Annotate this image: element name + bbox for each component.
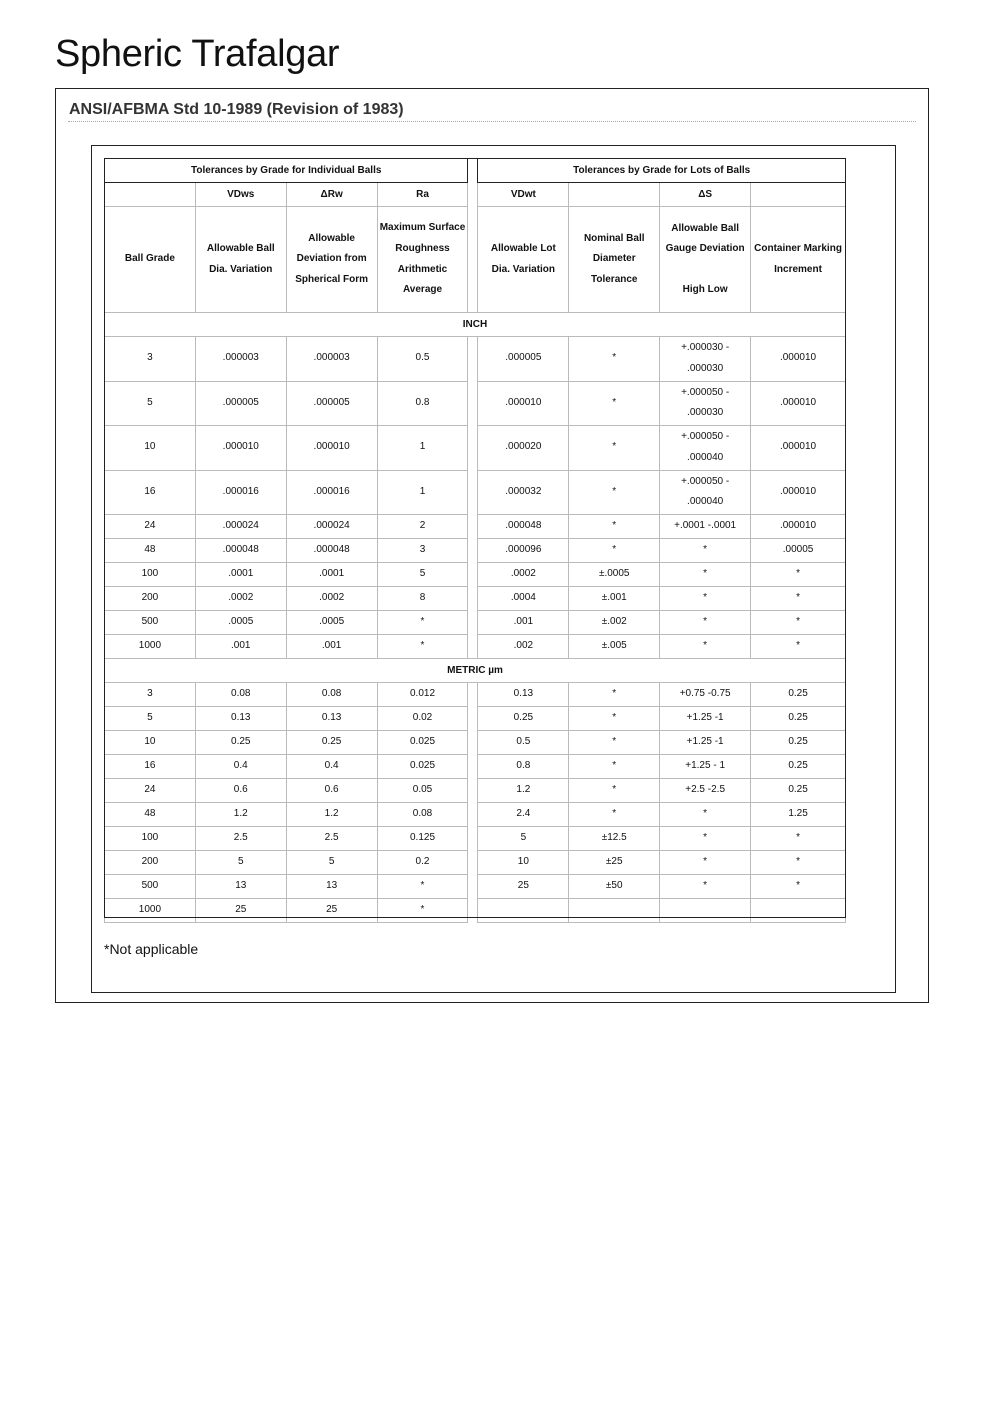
table-row — [105, 779, 846, 803]
cell-ds: * — [660, 587, 751, 611]
cell-container: 1.25 — [751, 803, 846, 827]
cell-vdws: .0005 — [195, 611, 286, 635]
symbol-container — [751, 183, 846, 207]
cell-drw: .000003 — [286, 337, 377, 382]
cell-ball-grade: 500 — [105, 611, 196, 635]
cell-ra: 0.02 — [377, 707, 468, 731]
header-nominal: Nominal Ball Diameter Tolerance — [569, 207, 660, 313]
cell-vdwt: .000032 — [478, 470, 569, 515]
cell-vdws: .000005 — [195, 381, 286, 426]
cell-ds: +1.25 -1 — [660, 707, 751, 731]
cell-ball-grade: 100 — [105, 827, 196, 851]
cell-ds: * — [660, 563, 751, 587]
cell-ds: * — [660, 803, 751, 827]
cell-ball-grade: 100 — [105, 563, 196, 587]
table-row — [105, 381, 846, 426]
cell-nominal: * — [569, 515, 660, 539]
header-ra: Maximum Surface Roughness Arithmetic Average — [377, 207, 468, 313]
table-row — [105, 755, 846, 779]
cell-vdwt: .001 — [478, 611, 569, 635]
table-row — [105, 875, 846, 899]
symbol-ds: ΔS — [660, 183, 751, 207]
cell-ball-grade: 48 — [105, 539, 196, 563]
cell-ds: +0.75 -0.75 — [660, 683, 751, 707]
group-header-lots: Tolerances by Grade for Lots of Balls — [478, 159, 846, 183]
cell-ball-grade: 5 — [105, 707, 196, 731]
symbol-vdwt: VDwt — [478, 183, 569, 207]
column-gap — [468, 159, 478, 183]
cell-drw: .000024 — [286, 515, 377, 539]
cell-ds: * — [660, 539, 751, 563]
cell-container: .000010 — [751, 381, 846, 426]
table-row — [105, 683, 846, 707]
cell-vdwt: .000005 — [478, 337, 569, 382]
cell-vdwt: 0.13 — [478, 683, 569, 707]
cell-container: * — [751, 851, 846, 875]
cell-ds: +2.5 -2.5 — [660, 779, 751, 803]
cell-vdws: .001 — [195, 635, 286, 659]
cell-drw: .000016 — [286, 470, 377, 515]
cell-vdws: .000010 — [195, 426, 286, 471]
cell-vdwt: .0002 — [478, 563, 569, 587]
cell-vdws: 0.13 — [195, 707, 286, 731]
cell-ball-grade: 24 — [105, 515, 196, 539]
cell-ds — [660, 899, 751, 923]
cell-ra: 0.8 — [377, 381, 468, 426]
cell-container: 0.25 — [751, 755, 846, 779]
section-inch-label: INCH — [105, 313, 846, 337]
cell-container: * — [751, 587, 846, 611]
cell-container: .000010 — [751, 515, 846, 539]
column-gap — [468, 875, 478, 899]
cell-ra: 5 — [377, 563, 468, 587]
cell-nominal: ±50 — [569, 875, 660, 899]
column-gap — [468, 539, 478, 563]
cell-container: * — [751, 875, 846, 899]
cell-ball-grade: 16 — [105, 470, 196, 515]
cell-ra: 2 — [377, 515, 468, 539]
cell-vdwt — [478, 899, 569, 923]
column-gap — [468, 207, 478, 313]
cell-ra: 0.125 — [377, 827, 468, 851]
cell-vdwt: 2.4 — [478, 803, 569, 827]
header-ds-label: Allowable Ball Gauge Deviation — [665, 222, 745, 255]
cell-vdws: 0.4 — [195, 755, 286, 779]
column-gap — [468, 563, 478, 587]
page-title: Spheric Trafalgar — [55, 33, 340, 75]
cell-ra: 0.08 — [377, 803, 468, 827]
header-ball-grade: Ball Grade — [105, 207, 196, 313]
cell-drw: 0.08 — [286, 683, 377, 707]
table-row — [105, 426, 846, 471]
cell-vdwt: .000010 — [478, 381, 569, 426]
cell-ds: * — [660, 635, 751, 659]
header-vdwt: Allowable Lot Dia. Variation — [478, 207, 569, 313]
cell-vdws: 5 — [195, 851, 286, 875]
cell-ball-grade: 10 — [105, 731, 196, 755]
cell-vdwt: .0004 — [478, 587, 569, 611]
cell-ds: +.000050 - .000040 — [660, 426, 751, 471]
cell-nominal: ±12.5 — [569, 827, 660, 851]
table-row — [105, 731, 846, 755]
column-gap — [468, 381, 478, 426]
column-gap — [468, 426, 478, 471]
cell-nominal: * — [569, 755, 660, 779]
cell-ra: 0.05 — [377, 779, 468, 803]
cell-container: * — [751, 827, 846, 851]
column-gap — [468, 731, 478, 755]
cell-ra: 0.025 — [377, 755, 468, 779]
cell-ra: * — [377, 611, 468, 635]
column-gap — [468, 635, 478, 659]
cell-nominal: ±.005 — [569, 635, 660, 659]
cell-ds: +.000050 - .000040 — [660, 470, 751, 515]
table-row — [105, 563, 846, 587]
column-gap — [468, 470, 478, 515]
cell-ra: 8 — [377, 587, 468, 611]
cell-container: .000010 — [751, 470, 846, 515]
cell-nominal: * — [569, 731, 660, 755]
column-gap — [468, 587, 478, 611]
cell-ra: 0.2 — [377, 851, 468, 875]
cell-nominal: * — [569, 803, 660, 827]
cell-nominal: * — [569, 426, 660, 471]
section-metric-label: METRIC µm — [105, 659, 846, 683]
symbol-nominal — [569, 183, 660, 207]
cell-vdws: 25 — [195, 899, 286, 923]
header-ds — [660, 207, 751, 313]
column-gap — [468, 683, 478, 707]
cell-ds: +1.25 -1 — [660, 731, 751, 755]
column-gap — [468, 899, 478, 923]
table-row — [105, 587, 846, 611]
cell-nominal: ±.0005 — [569, 563, 660, 587]
table-row — [105, 539, 846, 563]
cell-ball-grade: 3 — [105, 337, 196, 382]
cell-ball-grade: 5 — [105, 381, 196, 426]
cell-drw: .000005 — [286, 381, 377, 426]
heading-rule — [68, 121, 916, 122]
cell-ra: 1 — [377, 470, 468, 515]
column-gap — [468, 851, 478, 875]
cell-vdws: 13 — [195, 875, 286, 899]
table-row — [105, 635, 846, 659]
column-gap — [468, 515, 478, 539]
cell-vdws: .0001 — [195, 563, 286, 587]
table-row — [105, 851, 846, 875]
cell-ball-grade: 3 — [105, 683, 196, 707]
symbol-drw: ΔRw — [286, 183, 377, 207]
cell-nominal: * — [569, 381, 660, 426]
column-gap — [468, 707, 478, 731]
column-gap — [468, 755, 478, 779]
header-vdws: Allowable Ball Dia. Variation — [195, 207, 286, 313]
cell-nominal: ±25 — [569, 851, 660, 875]
cell-drw: 0.6 — [286, 779, 377, 803]
cell-drw: 1.2 — [286, 803, 377, 827]
cell-drw: 0.13 — [286, 707, 377, 731]
section-inch — [105, 313, 846, 337]
cell-vdws: .0002 — [195, 587, 286, 611]
cell-nominal: ±.002 — [569, 611, 660, 635]
standard-heading: ANSI/AFBMA Std 10-1989 (Revision of 1983) — [69, 101, 404, 118]
cell-vdwt: 0.8 — [478, 755, 569, 779]
cell-vdwt: 0.25 — [478, 707, 569, 731]
cell-nominal: * — [569, 470, 660, 515]
cell-vdws: 2.5 — [195, 827, 286, 851]
cell-ds: +.000030 - .000030 — [660, 337, 751, 382]
cell-vdws: .000024 — [195, 515, 286, 539]
column-gap — [468, 779, 478, 803]
cell-ball-grade: 1000 — [105, 899, 196, 923]
cell-drw: .0005 — [286, 611, 377, 635]
cell-container: 0.25 — [751, 683, 846, 707]
cell-ball-grade: 16 — [105, 755, 196, 779]
cell-drw: 5 — [286, 851, 377, 875]
tolerance-table — [104, 158, 846, 923]
table-row — [105, 470, 846, 515]
cell-container: .000010 — [751, 426, 846, 471]
cell-ds: * — [660, 851, 751, 875]
cell-drw: 2.5 — [286, 827, 377, 851]
cell-nominal: ±.001 — [569, 587, 660, 611]
cell-ds: * — [660, 611, 751, 635]
cell-ds: * — [660, 875, 751, 899]
column-gap — [468, 803, 478, 827]
cell-vdwt: 1.2 — [478, 779, 569, 803]
cell-nominal: * — [569, 539, 660, 563]
column-gap — [468, 611, 478, 635]
cell-ra: 1 — [377, 426, 468, 471]
cell-nominal — [569, 899, 660, 923]
table-row — [105, 707, 846, 731]
cell-container: * — [751, 611, 846, 635]
cell-container: * — [751, 635, 846, 659]
cell-vdws: 0.25 — [195, 731, 286, 755]
cell-ball-grade: 200 — [105, 587, 196, 611]
cell-drw: 25 — [286, 899, 377, 923]
group-header-individual: Tolerances by Grade for Individual Balls — [105, 159, 468, 183]
cell-nominal: * — [569, 337, 660, 382]
column-gap — [468, 337, 478, 382]
cell-vdwt: 10 — [478, 851, 569, 875]
cell-ball-grade: 10 — [105, 426, 196, 471]
cell-ra: 0.025 — [377, 731, 468, 755]
table-row — [105, 827, 846, 851]
tolerance-panel — [91, 145, 896, 993]
cell-drw: .0002 — [286, 587, 377, 611]
cell-drw: .001 — [286, 635, 377, 659]
table-row — [105, 611, 846, 635]
symbol-ball-grade — [105, 183, 196, 207]
cell-ball-grade: 1000 — [105, 635, 196, 659]
cell-nominal: * — [569, 683, 660, 707]
cell-ball-grade: 500 — [105, 875, 196, 899]
cell-ds: * — [660, 827, 751, 851]
cell-container: 0.25 — [751, 707, 846, 731]
cell-ra: * — [377, 875, 468, 899]
cell-ra: 3 — [377, 539, 468, 563]
cell-vdwt: .000020 — [478, 426, 569, 471]
cell-ball-grade: 48 — [105, 803, 196, 827]
cell-container: * — [751, 563, 846, 587]
cell-vdwt: .002 — [478, 635, 569, 659]
cell-vdws: 1.2 — [195, 803, 286, 827]
table-row — [105, 803, 846, 827]
cell-ball-grade: 200 — [105, 851, 196, 875]
cell-vdws: .000003 — [195, 337, 286, 382]
cell-vdwt: .000048 — [478, 515, 569, 539]
symbol-ra: Ra — [377, 183, 468, 207]
cell-container: 0.25 — [751, 779, 846, 803]
cell-vdwt: 5 — [478, 827, 569, 851]
cell-vdwt: 0.5 — [478, 731, 569, 755]
cell-ds: +.000050 - .000030 — [660, 381, 751, 426]
header-container: Container Marking Increment — [751, 207, 846, 313]
cell-ra: 0.012 — [377, 683, 468, 707]
cell-vdws: 0.08 — [195, 683, 286, 707]
cell-nominal: * — [569, 707, 660, 731]
table-row — [105, 899, 846, 923]
cell-ra: * — [377, 635, 468, 659]
cell-container: 0.25 — [751, 731, 846, 755]
cell-vdwt: 25 — [478, 875, 569, 899]
cell-drw: .0001 — [286, 563, 377, 587]
standard-panel — [55, 88, 929, 1003]
cell-container: .000010 — [751, 337, 846, 382]
cell-ra: * — [377, 899, 468, 923]
cell-drw: .000010 — [286, 426, 377, 471]
cell-drw: 13 — [286, 875, 377, 899]
column-gap — [468, 827, 478, 851]
symbol-vdws: VDws — [195, 183, 286, 207]
cell-drw: 0.4 — [286, 755, 377, 779]
cell-drw: .000048 — [286, 539, 377, 563]
cell-ra: 0.5 — [377, 337, 468, 382]
section-metric — [105, 659, 846, 683]
cell-nominal: * — [569, 779, 660, 803]
cell-ds: +1.25 - 1 — [660, 755, 751, 779]
header-drw: Allowable Deviation from Spherical Form — [286, 207, 377, 313]
cell-vdws: 0.6 — [195, 779, 286, 803]
table-row — [105, 337, 846, 382]
cell-container — [751, 899, 846, 923]
header-ds-sublabel: High Low — [682, 283, 728, 295]
cell-container: .00005 — [751, 539, 846, 563]
cell-ball-grade: 24 — [105, 779, 196, 803]
cell-drw: 0.25 — [286, 731, 377, 755]
column-gap — [468, 183, 478, 207]
cell-vdwt: .000096 — [478, 539, 569, 563]
cell-ds: +.0001 -.0001 — [660, 515, 751, 539]
table-row — [105, 515, 846, 539]
cell-vdws: .000048 — [195, 539, 286, 563]
cell-vdws: .000016 — [195, 470, 286, 515]
footnote: *Not applicable — [104, 941, 199, 957]
